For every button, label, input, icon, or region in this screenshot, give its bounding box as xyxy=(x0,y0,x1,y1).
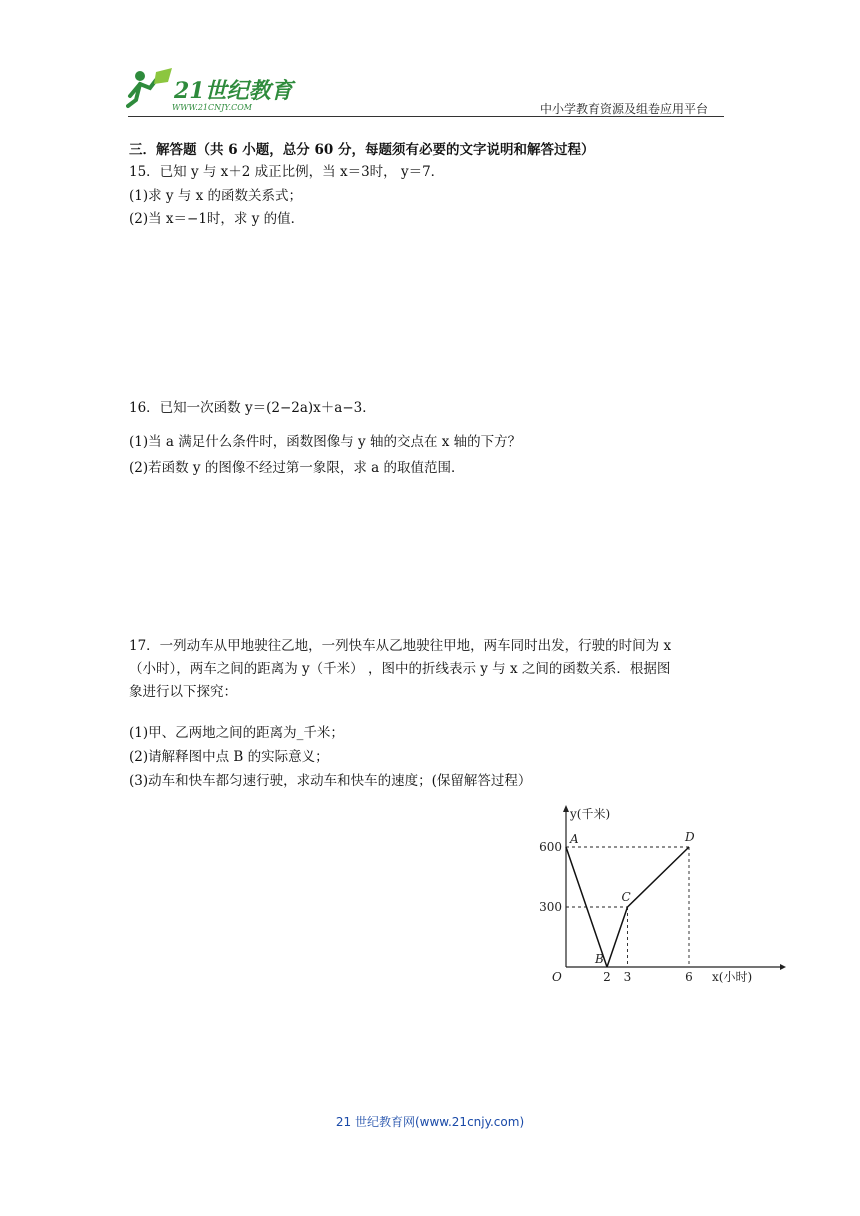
point-label-d: D xyxy=(685,830,695,844)
graph-segment-BC xyxy=(607,907,628,967)
footer-link[interactable]: 21 世纪教育网(www.21cnjy.com) xyxy=(335,1115,525,1129)
q15-part1: (1)求 y 与 x 的函数关系式； xyxy=(129,188,303,204)
point-label-a: A xyxy=(570,832,579,846)
origin-label: O xyxy=(552,970,562,984)
y-tick-label: 600 xyxy=(539,840,562,854)
x-tick-label: 2 xyxy=(603,970,611,984)
platform-name: 中小学教育资源及组卷应用平台 xyxy=(540,102,709,116)
q16-stem: 16．已知一次函数 y＝(2−2a)x＋a−3． xyxy=(129,400,376,416)
x-tick-label: 6 xyxy=(685,970,693,984)
graph-segment-CD xyxy=(628,847,690,907)
point-label-c: C xyxy=(621,890,631,904)
y-tick-label: 300 xyxy=(539,900,562,914)
q16-part1: (1)当 a 满足什么条件时，函数图像与 y 轴的交点在 x 轴的下方？ xyxy=(129,434,522,450)
q15-part2: (2)当 x＝−1时，求 y 的值． xyxy=(129,211,305,227)
q17-stem-line2: （小时），两车之间的距离为 y（千米） ，图中的折线表示 y 与 x 之间的函数关系．根据图 xyxy=(129,661,671,677)
y-axis-label: y(千米) xyxy=(570,807,611,821)
section-title: 三．解答题（共 6 小题，总分 60 分，每题须有必要的文字说明和解答过程） xyxy=(129,142,595,158)
brand-url: WWW.21CNJY.COM xyxy=(172,103,252,112)
x-axis-arrow xyxy=(780,964,786,970)
header-divider xyxy=(128,116,724,117)
brand-logo xyxy=(126,66,296,116)
q17-part2: (2)请解释图中点 B 的实际意义； xyxy=(129,749,329,765)
distance-time-graph xyxy=(530,800,790,990)
x-tick-label: 3 xyxy=(623,970,632,984)
q17-stem-line3: 象进行以下探究： xyxy=(129,684,237,700)
x-axis-label: x(小时) xyxy=(712,970,753,984)
runner-logo-icon xyxy=(126,66,296,116)
y-axis-arrow xyxy=(563,805,569,812)
point-label-b: B xyxy=(595,952,604,966)
q17-stem-line1: 17．一列动车从甲地驶往乙地，一列快车从乙地驶往甲地，两车同时出发，行驶的时间为 x xyxy=(129,638,672,654)
brand-name: 21世纪教育 xyxy=(174,78,293,104)
q16-part2: (2)若函数 y 的图像不经过第一象限，求 a 的取值范围． xyxy=(129,460,465,476)
q15-stem: 15．已知 y 与 x＋2 成正比例，当 x＝3时， y＝7． xyxy=(129,164,445,180)
q17-part3: (3)动车和快车都匀速行驶，求动车和快车的速度；(保留解答过程） xyxy=(129,773,532,789)
q17-part1: (1)甲、乙两地之间的距离为_千米； xyxy=(129,725,344,741)
